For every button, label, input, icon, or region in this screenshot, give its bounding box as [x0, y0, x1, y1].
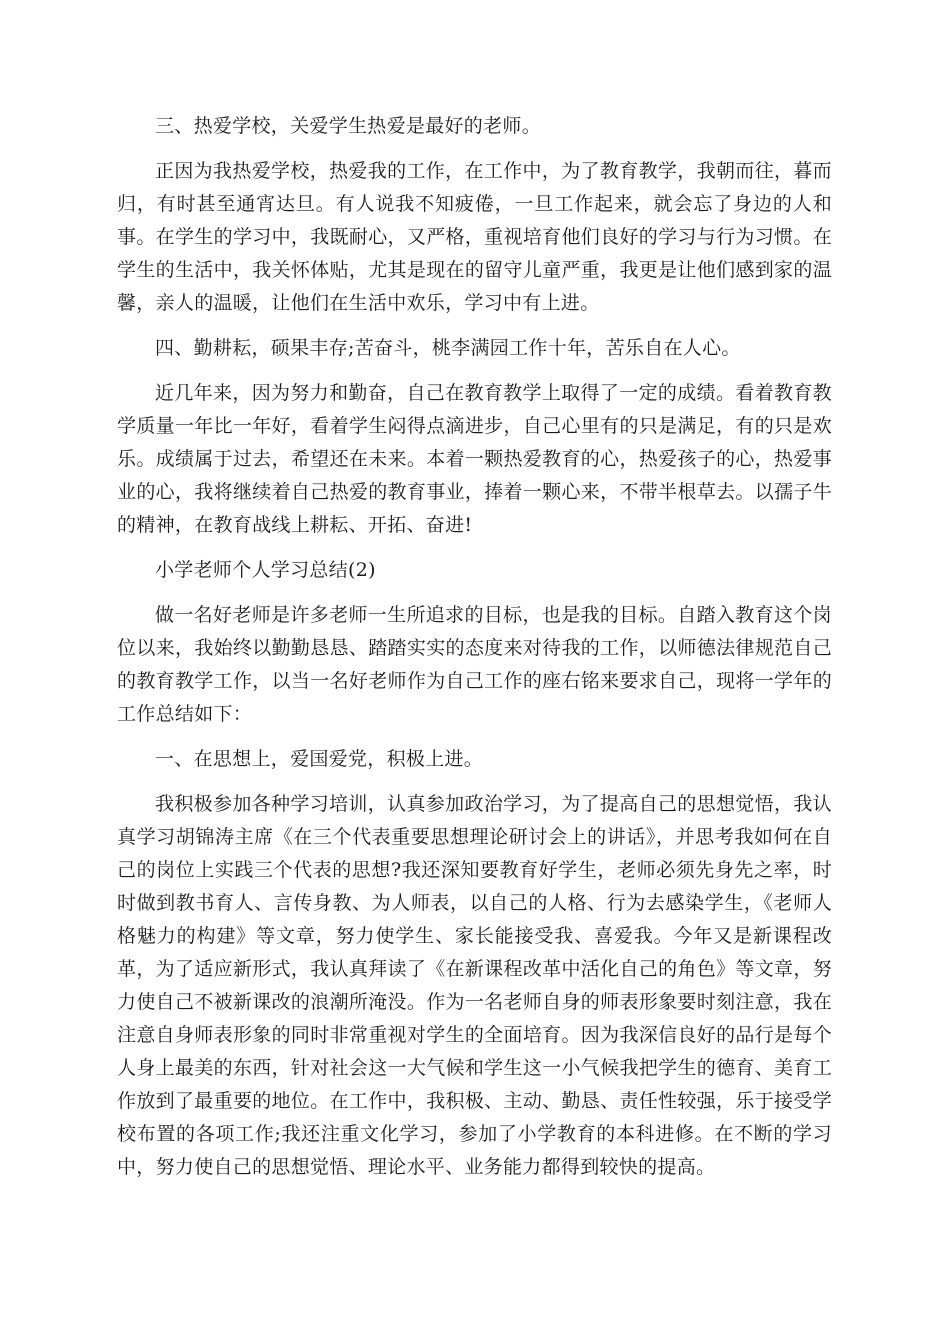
- section-heading-4: 四、勤耕耘，硕果丰存;苦奋斗，桃李满园工作十年，苦乐自在人心。: [155, 337, 741, 359]
- paragraph-love-work: 正因为我热爱学校，热爱我的工作，在工作中，为了教育教学，我朝而往，暮而归，有时甚至通宵达旦。有人说我不知疲倦，一旦工作起来，就会忘了身边的人和事。在学生的学习中，我既耐心，又严格，重视培育他们良好的学习与行为习惯。在学生的生活中，我关怀体贴，尤其是现在的留守儿童严重，我更是让他们感到家的温馨，亲人的温暖，让他们在生活中欢乐，学习中有上进。: [117, 160, 832, 314]
- document-subtitle: 小学老师个人学习总结(2): [155, 559, 376, 581]
- paragraph-achievements: 近几年来，因为努力和勤奋，自己在教育教学上取得了一定的成绩。看着教育教学质量一年比一年好，看着学生闷得点滴进步，自己心里有的只是满足，有的只是欢乐。成绩属于过去，希望还在未来。本着一颗热爱教育的心，热爱孩子的心，热爱事业的心，我将继续着自己热爱的教育事业，捧着一颗心来，不带半根草去。以孺子牛的精神，在教育战线上耕耘、开拓、奋进!: [117, 382, 832, 536]
- paragraph-study-training: 我积极参加各种学习培训，认真参加政治学习，为了提高自己的思想觉悟，我认真学习胡锦涛主席《在三个代表重要思想理论研讨会上的讲话》，并思考我如何在自己的岗位上实践三个代表的思想?我还深知要教育好学生，老师必须先身先之率，时时做到教书育人、言传身教、为人师表，以自己的人格、行为去感染学生，《老师人格魅力的构建》等文章，努力使学生、家长能接受我、喜爱我。今年又是新课程改革，为了适应新形式，我认真拜读了《在新课程改革中活化自己的角色》等文章，努力使自己不被新课改的浪潮所淹没。作为一名老师自身的师表形象要时刻注意，我在注意自身师表形象的同时非常重视对学生的全面培育。因为我深信良好的品行是每个人身上最美的东西，针对社会这一大气候和学生这一小气候我把学生的德育、美育工作放到了最重要的地位。在工作中，我积极、主动、勤恳、责任性较强，乐于接受学校布置的各项工作;我还注重文化学习，参加了小学教育的本科进修。在不断的学习中，努力使自己的思想觉悟、理论水平、业务能力都得到较快的提高。: [117, 793, 832, 1178]
- section-heading-3: 三、热爱学校，关爱学生热爱是最好的老师。: [155, 115, 542, 137]
- document-body: [117, 110, 832, 1196]
- paragraph-intro: 做一名好老师是许多老师一生所追求的目标，也是我的目标。自踏入教育这个岗位以来，我始终以勤勤恳恳、踏踏实实的态度来对待我的工作，以师德法律规范自己的教育教学工作，以当一名好老师作为自己工作的座右铭来要求自己，现将一学年的工作总结如下：: [117, 604, 832, 725]
- section-heading-1: 一、在思想上，爱国爱党，积极上进。: [155, 748, 484, 770]
